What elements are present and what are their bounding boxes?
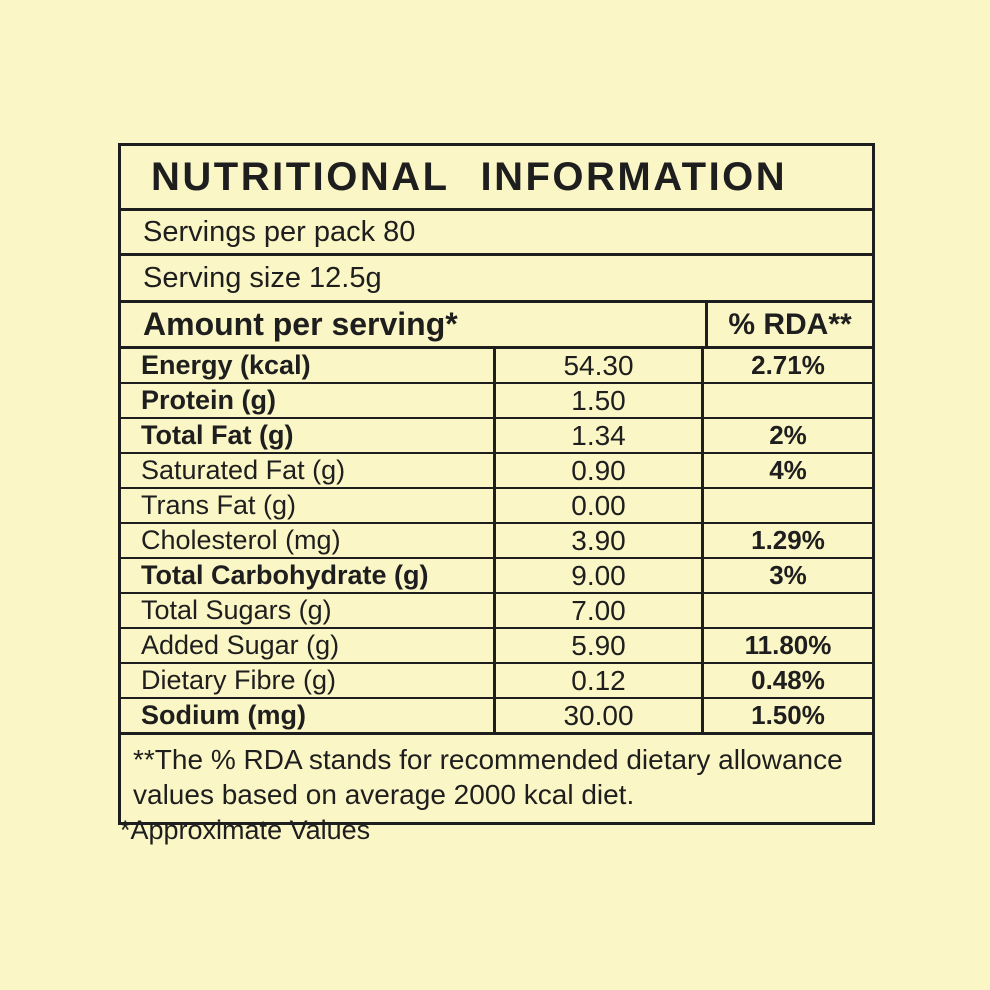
row-rda: 1.50% [701,699,872,732]
table-header-row [121,303,872,349]
row-amount: 3.90 [493,524,701,557]
rda-footnote: **The % RDA stands for recommended dietary allowance values based on average 2000 kcal diet. [133,744,843,810]
row-rda: 1.29% [701,524,872,557]
row-amount: 5.90 [493,629,701,662]
nutrient-row [121,489,872,524]
header-amount-per-serving: Amount per serving* [143,306,458,342]
nutrition-facts-table [118,143,875,825]
row-label: Protein (g) [141,385,276,415]
row-amount: 30.00 [493,699,701,732]
nutrient-row [121,524,872,559]
row-amount: 9.00 [493,559,701,592]
nutrient-row [121,594,872,629]
row-rda [701,594,872,627]
row-amount: 0.00 [493,489,701,522]
row-rda: 3% [701,559,872,592]
serving-size-row: Serving size 12.5g [121,256,872,303]
nutrient-row [121,699,872,735]
nutrient-row [121,559,872,594]
row-amount: 1.50 [493,384,701,417]
row-amount: 7.00 [493,594,701,627]
row-label: Added Sugar (g) [141,630,340,660]
row-amount: 0.90 [493,454,701,487]
nutrient-row [121,384,872,419]
row-rda: 2% [701,419,872,452]
row-label: Trans Fat (g) [141,490,297,520]
row-amount: 54.30 [493,349,701,382]
nutrient-row [121,419,872,454]
row-label: Total Sugars (g) [141,595,332,625]
row-label: Cholesterol (mg) [141,525,341,555]
table-title: NUTRITIONAL INFORMATION [121,146,872,211]
row-label: Dietary Fibre (g) [141,665,337,695]
row-label: Total Fat (g) [141,420,294,450]
approximate-values-note: *Approximate Values [120,815,371,845]
nutrient-row [121,664,872,699]
row-amount: 0.12 [493,664,701,697]
nutrient-row [121,629,872,664]
row-rda [701,384,872,417]
row-rda [701,489,872,522]
nutrient-row [121,349,872,384]
row-rda: 2.71% [701,349,872,382]
row-amount: 1.34 [493,419,701,452]
row-label: Saturated Fat (g) [141,455,346,485]
servings-per-pack-row: Servings per pack 80 [121,211,872,256]
row-label: Total Carbohydrate (g) [141,560,429,590]
row-rda: 11.80% [701,629,872,662]
row-label: Energy (kcal) [141,350,311,380]
header-percent-rda: % RDA** [705,303,872,346]
row-rda: 0.48% [701,664,872,697]
row-label: Sodium (mg) [141,700,306,730]
nutrient-row [121,454,872,489]
row-rda: 4% [701,454,872,487]
nutrient-rows [121,349,872,735]
